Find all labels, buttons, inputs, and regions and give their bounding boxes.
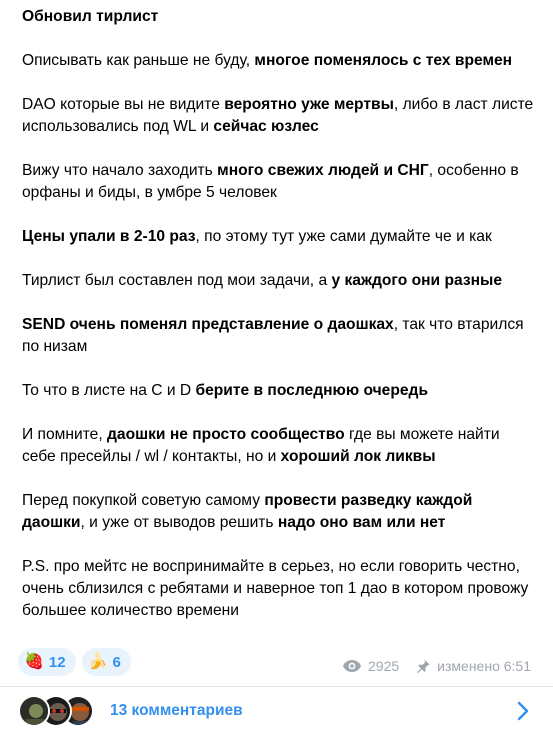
post-title: Обновил тирлист: [22, 8, 159, 25]
avatar: [18, 695, 50, 727]
reaction-count: 6: [112, 653, 121, 671]
post-paragraph: И помните, даошки не просто сообщество где вы можете найти себе пресейлы / wl / контакты, но и хороший лок ликвы: [22, 426, 500, 465]
commenter-avatars: [18, 695, 98, 727]
post-paragraph: Вижу что начало заходить много свежих людей и СНГ, особенно в орфаны и биды, в умбре 5 человек: [22, 162, 519, 201]
reaction-strawberry[interactable]: [18, 648, 76, 676]
post-paragraph: Тирлист был составлен под мои задачи, а у каждого они разные: [22, 272, 502, 289]
reactions-bar: [18, 648, 131, 676]
post-paragraph: То что в листе на C и D берите в последнюю очередь: [22, 382, 429, 399]
post-paragraph: Описывать как раньше не буду, многое поменялось с тех времен: [22, 52, 513, 69]
post-paragraph: Перед покупкой советую самому провести разведку каждой даошки, и уже от выводов решить надо оно вам или нет: [22, 492, 473, 531]
comments-button[interactable]: [0, 687, 553, 735]
post-paragraph: Цены упали в 2-10 раз, по этому тут уже сами думайте че и как: [22, 228, 492, 245]
reaction-count: 12: [48, 653, 66, 671]
eye-icon: [342, 659, 362, 673]
post-meta: [342, 656, 531, 676]
views-count: 2925: [368, 658, 400, 674]
post-paragraph-ps: P.S. про мейтс не воспринимайте в серьез, но если говорить честно, очень сблизился с ребятами и наверное топ 1 дао в котором провожу большее количество времени: [22, 558, 529, 619]
chevron-right-icon: [517, 701, 529, 726]
reaction-banana[interactable]: [82, 648, 131, 676]
comments-count-label: 13 комментариев: [110, 702, 243, 719]
post-paragraph: DAO которые вы не видите вероятно уже мертвы, либо в ласт листе использовались под WL и сейчас юзлес: [22, 96, 534, 135]
strawberry-icon: 🍓: [24, 653, 44, 670]
channel-post: [22, 6, 534, 622]
banana-icon: 🍌: [87, 653, 108, 670]
edited-timestamp: изменено 6:51: [437, 658, 531, 674]
pin-icon: [415, 658, 431, 674]
post-paragraph: SEND очень поменял представление о даошках, так что втарился по низам: [22, 316, 524, 355]
